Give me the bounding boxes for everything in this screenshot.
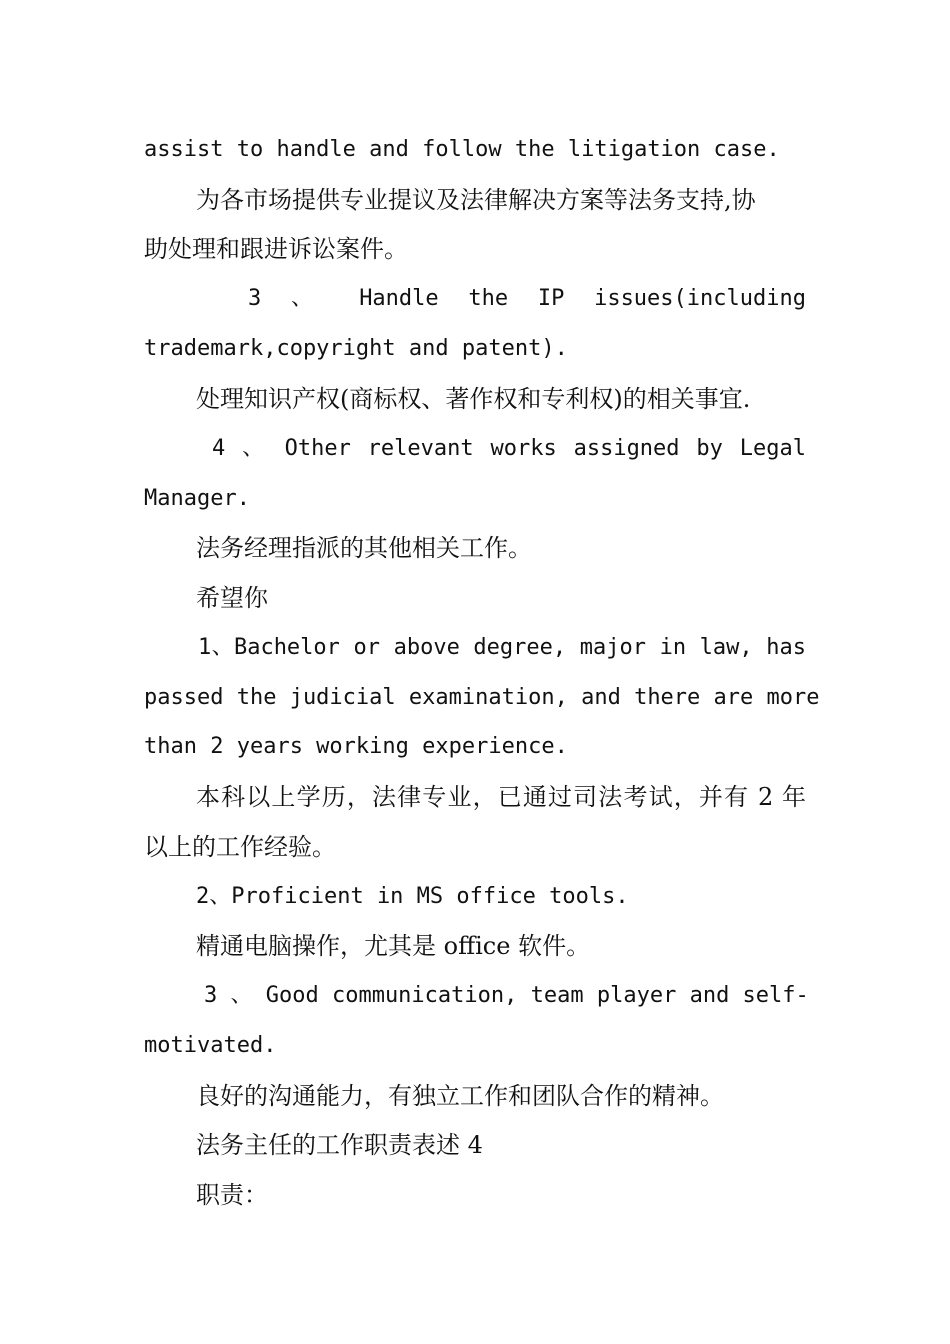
text-line-6: 处理知识产权(商标权、著作权和专利权)的相关事宜. [196,385,751,413]
text-line-5: trademark,copyright and patent). [144,336,568,361]
text-line-14: 本科以上学历，法律专业，已通过司法考试，并有 2 年 [196,783,806,811]
text-line-8: Manager. [144,486,250,511]
text-line-4: 3 、 Handle the IP issues(including [248,286,806,311]
text-line-3: 助处理和跟进诉讼案件。 [144,235,408,263]
text-line-12: passed the judicial examination, and there are more [144,685,820,710]
section-heading: 法务主任的工作职责表述 4 [196,1131,483,1159]
text-line-20: 良好的沟通能力，有独立工作和团队合作的精神。 [196,1082,724,1110]
text-line-7: 4 、 Other relevant works assigned by Legal [212,436,806,461]
text-line-13: than 2 years working experience. [144,734,568,759]
text-line-22: 职责： [196,1181,268,1209]
text-line-19: motivated. [144,1033,277,1058]
text-line-10: 希望你 [196,584,268,612]
text-line-1: assist to handle and follow the litigation case. [144,137,780,162]
text-line-18: 3 、 Good communication, team player and self- [204,983,809,1008]
text-line-17: 精通电脑操作，尤其是 office 软件。 [196,932,591,960]
text-line-9: 法务经理指派的其他相关工作。 [196,534,532,562]
text-line-2: 为各市场提供专业提议及法律解决方案等法务支持,协 [196,186,756,214]
text-line-15: 以上的工作经验。 [144,833,336,861]
text-line-11: 1、Bachelor or above degree, major in law, has [198,635,806,660]
text-line-16: 2、Proficient in MS office tools. [196,884,629,909]
